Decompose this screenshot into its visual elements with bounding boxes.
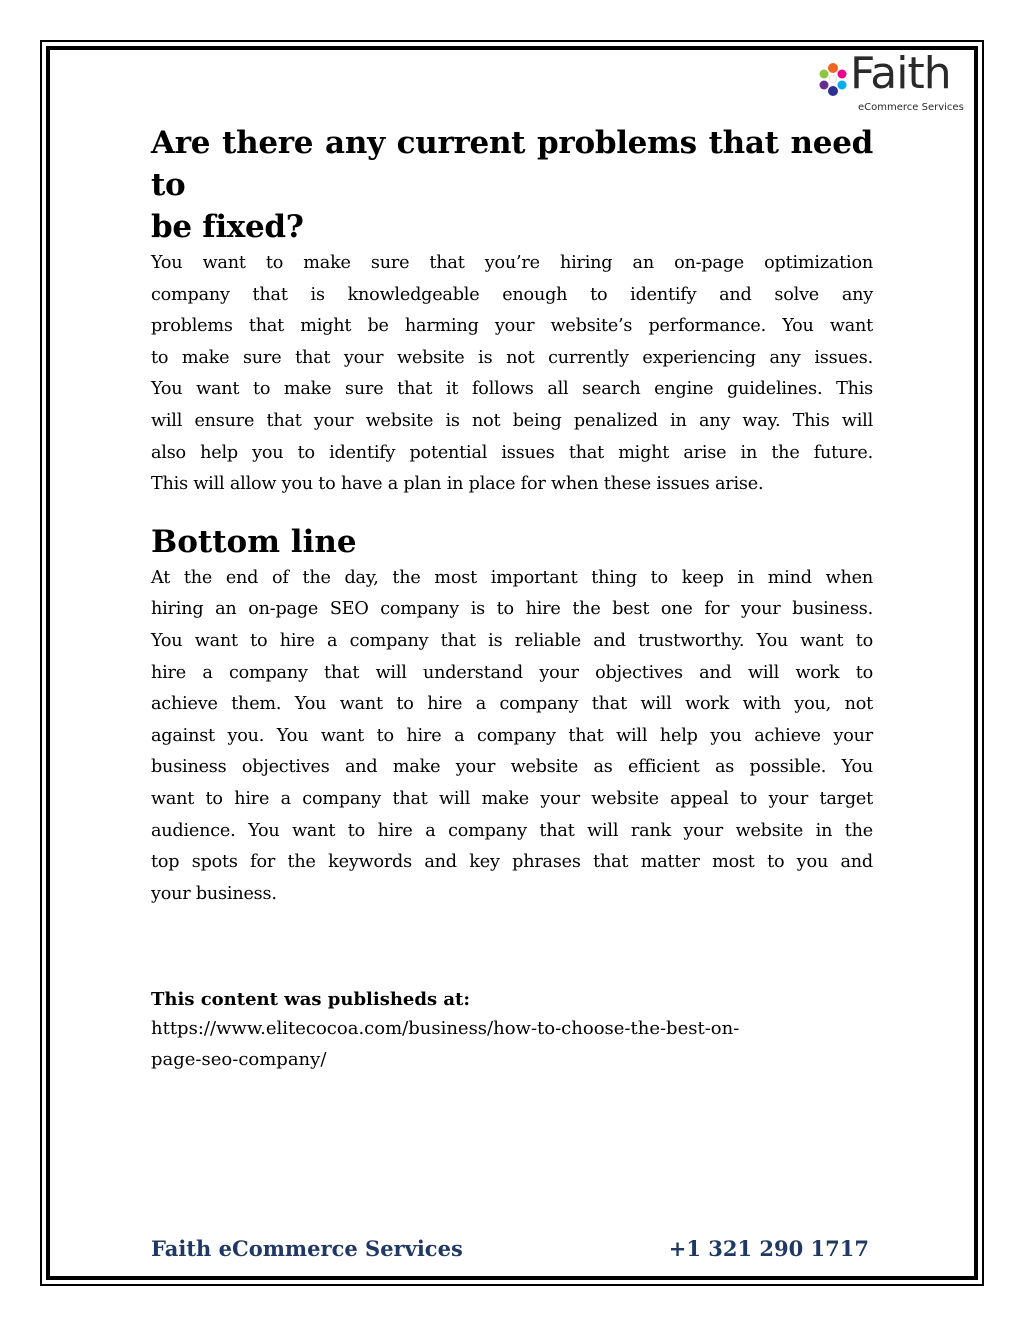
logo-subtitle: eCommerce Services <box>858 102 964 113</box>
paragraph-line: hire a company that will understand your objectives and will work to <box>151 662 873 683</box>
paragraph-line: At the end of the day, the most important thing to keep in mind when <box>151 567 873 588</box>
paragraph-line: will ensure that your website is not being penalized in any way. This will <box>151 410 873 431</box>
paragraph-line: top spots for the keywords and key phrases that matter most to you and <box>151 852 873 873</box>
heading-line: Are there any current problems that need to <box>151 125 873 203</box>
heading-line: be fixed? <box>151 209 304 245</box>
paragraph-line: This will allow you to have a plan in place for when these issues arise. <box>151 474 764 495</box>
footer-phone-number: +1 321 290 1717 <box>668 1236 869 1261</box>
paragraph-line: problems that might be harming your website’s performance. You want <box>151 316 873 337</box>
paragraph-line: want to hire a company that will make your website appeal to your target <box>151 788 873 809</box>
problems-paragraph <box>151 248 873 501</box>
paragraph-line: achieve them. You want to hire a company that will work with you, not <box>151 694 873 715</box>
published-url-link[interactable] <box>151 1013 841 1075</box>
published-label: This content was publisheds at: <box>151 989 470 1011</box>
paragraph-line: company that is knowledgeable enough to identify and solve any <box>151 284 873 305</box>
footer-company-name: Faith eCommerce Services <box>151 1236 463 1261</box>
paragraph-line: hiring an on-page SEO company is to hire the best one for your business. <box>151 599 873 620</box>
bottom-line-paragraph <box>151 563 873 911</box>
paragraph-line: You want to hire a company that is reliable and trustworthy. You want to <box>151 630 873 651</box>
faith-logo <box>818 48 968 118</box>
flower-logo-icon <box>818 60 848 104</box>
document-content <box>151 122 873 1075</box>
url-line[interactable]: page-seo-company/ <box>151 1049 327 1071</box>
paragraph-line: business objectives and make your website as efficient as possible. You <box>151 757 873 778</box>
paragraph-line: your business. <box>151 883 277 904</box>
logo-wordmark: Faith <box>850 48 951 99</box>
section-heading-problems <box>151 122 873 248</box>
paragraph-line: also help you to identify potential issues that might arise in the future. <box>151 442 873 463</box>
paragraph-line: audience. You want to hire a company that will rank your website in the <box>151 820 873 841</box>
paragraph-line: to make sure that your website is not currently experiencing any issues. <box>151 347 873 368</box>
paragraph-line: against you. You want to hire a company that will help you achieve your <box>151 725 873 746</box>
paragraph-line: You want to make sure that it follows all search engine guidelines. This <box>151 379 873 400</box>
url-line[interactable]: https://www.elitecocoa.com/business/how-to-choose-the-best-on- <box>151 1018 740 1040</box>
paragraph-line: You want to make sure that you’re hiring an on-page optimization <box>151 253 873 273</box>
section-heading-bottom-line: Bottom line <box>151 523 357 560</box>
